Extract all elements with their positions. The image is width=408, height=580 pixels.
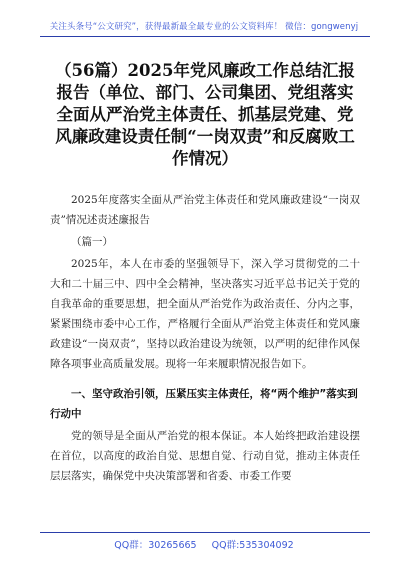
paragraph-intro: 2025年，本人在市委的坚强领导下，深入学习贯彻党的二十大和二十届三中、四中全会精神，坚决落实习近平总书记关于党的自我革命的重要思想，把全面从严治党作为政治责任、分内之事，紧紧围绕市委中心工作，严格履行全面从严治党主体责任和党风廉政建设“一岗双责”，坚持以政治建设为统领，以严明的纪律作风保障各项事业高质量发展。现将一年来履职情况报告如下。 bbox=[50, 258, 360, 370]
paragraph-body: 党的领导是全面从严治党的根本保证。本人始终把政治建设摆在首位，以高度的政治自觉、思想自觉、行动自觉，推动主体责任层层落实，确保党中央决策部署和省委、市委工作要 bbox=[50, 430, 360, 482]
footer-divider bbox=[40, 532, 370, 533]
report-subtitle: 2025年度落实全面从严治党主体责任和党风廉政建设“一岗双责”情况述责述廉报告 bbox=[50, 194, 360, 226]
section-label: （篇一） bbox=[71, 236, 113, 248]
section-heading-1: 一、坚守政治引领，压紧压实主体责任，将“两个维护”落实到行动中 bbox=[50, 388, 358, 420]
footer-qq-group-1: QQ群：30265665 bbox=[114, 540, 197, 551]
footer-qq-group-2: QQ群:535304092 bbox=[211, 540, 294, 551]
footer bbox=[0, 537, 408, 551]
document-title: （56篇）2025年党风廉政工作总结汇报报告（单位、部门、公司集团、党组落实全面从严治党主体责任、抓基层党建、党风廉政建设责任制“一岗双责”和反腐败工作情况） bbox=[55, 61, 355, 168]
header-divider bbox=[40, 36, 370, 37]
header-note: 关注头条号“公文研究”，获得最新最全最专业的公文资料库！ 微信：gongwenyj bbox=[49, 22, 359, 32]
